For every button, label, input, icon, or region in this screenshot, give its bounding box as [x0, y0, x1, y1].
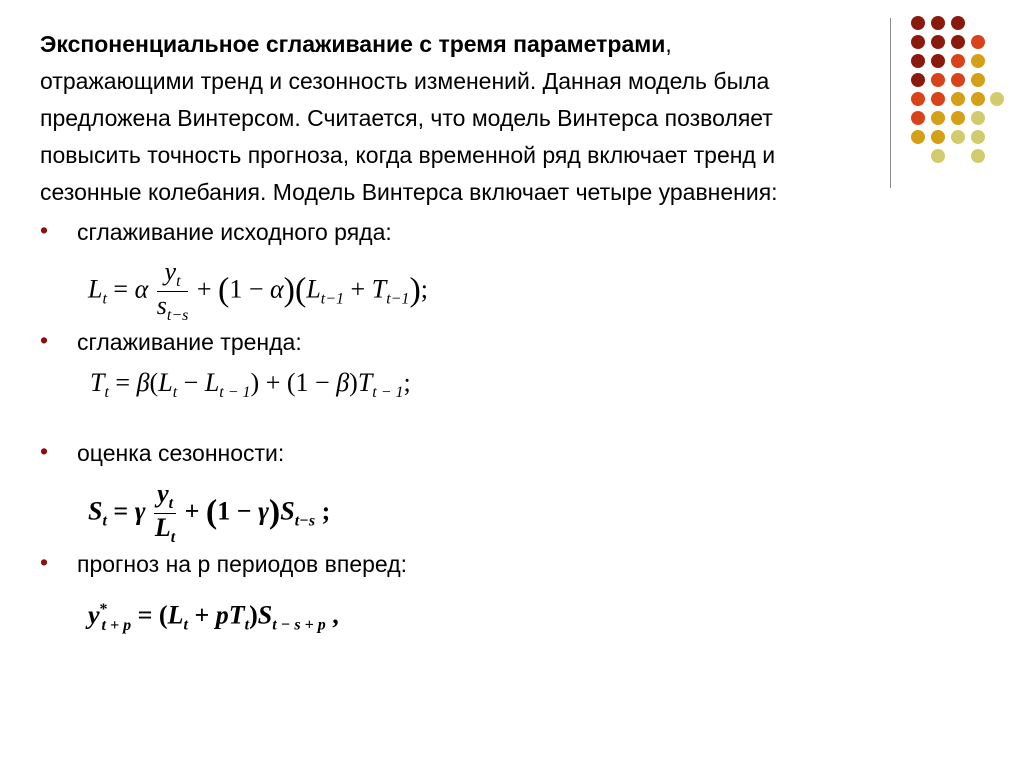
- decor-dot: [931, 16, 945, 30]
- decor-dot: [971, 73, 985, 87]
- decor-dot: [911, 111, 925, 125]
- decor-dot: [911, 16, 925, 30]
- bullet-label-forecast: прогноз на р периодов вперед:: [77, 551, 408, 577]
- bullet-marker: •: [40, 549, 49, 575]
- decor-dot: [931, 54, 945, 68]
- bullet-marker: •: [40, 327, 49, 353]
- decor-dot: [971, 149, 985, 163]
- decor-dot: [911, 130, 925, 144]
- intro-line-5: сезонные колебания. Модель Винтерса включает четыре уравнения:: [40, 179, 778, 205]
- decor-dot: [911, 54, 925, 68]
- decor-dot: [971, 130, 985, 144]
- formula-level-smoothing: $L_t = \alpha$ $\frac{y_t}{s_{t-s}}$ + $(1 - \alpha)(L_{t-1} + T_{t-1})$;: [88, 257, 428, 324]
- decor-dot: [971, 111, 985, 125]
- decor-dot: [951, 54, 965, 68]
- decor-dot: [990, 92, 1004, 106]
- decor-dot: [931, 92, 945, 106]
- decor-dot: [971, 35, 985, 49]
- intro-line-3: предложена Винтерсом. Считается, что модель Винтерса позволяет: [40, 105, 773, 131]
- bullet-marker: •: [40, 438, 49, 464]
- bullet-label-level: сглаживание исходного ряда:: [77, 219, 392, 245]
- decor-dot: [931, 35, 945, 49]
- decor-dot: [931, 130, 945, 144]
- decor-dot: [951, 16, 965, 30]
- decor-dot: [931, 149, 945, 163]
- bullet-label-trend: сглаживание тренда:: [77, 329, 302, 355]
- intro-paragraph: [40, 26, 870, 211]
- decor-dot: [971, 54, 985, 68]
- formula-forecast: $y^*_{t + p} = (L_t + pT_t)S_{t - s + p}$ ,: [88, 600, 339, 634]
- intro-line-2: отражающими тренд и сезонность изменений. Данная модель была: [40, 68, 770, 94]
- bullet-marker: •: [40, 217, 49, 243]
- decor-dot: [911, 92, 925, 106]
- decor-dot: [931, 73, 945, 87]
- decor-dot: [911, 73, 925, 87]
- intro-comma: ,: [665, 31, 672, 57]
- decor-dot: [951, 73, 965, 87]
- decor-dot: [911, 35, 925, 49]
- decorative-vertical-divider: [890, 18, 891, 188]
- decor-dot: [951, 111, 965, 125]
- bullet-label-seasonality: оценка сезонности:: [77, 440, 285, 466]
- intro-bold-lead: Экспоненциальное сглаживание с тремя параметрами: [40, 31, 666, 57]
- formula-trend-smoothing: $T_t = \beta(L_t - L_{t - 1}) + (1 - \beta)T_{t - 1}$;: [90, 368, 411, 401]
- decor-dot: [971, 92, 985, 106]
- decor-dot: [931, 111, 945, 125]
- decor-dot: [951, 92, 965, 106]
- formula-seasonality: $S_t = \gamma$ $\frac{y_t}{L_t}$ + $(1 - \gamma)S_{t-s}$ ;: [88, 479, 331, 546]
- decor-dot: [951, 130, 965, 144]
- intro-line-4: повысить точность прогноза, когда временной ряд включает тренд и: [40, 142, 776, 168]
- decor-dot: [951, 35, 965, 49]
